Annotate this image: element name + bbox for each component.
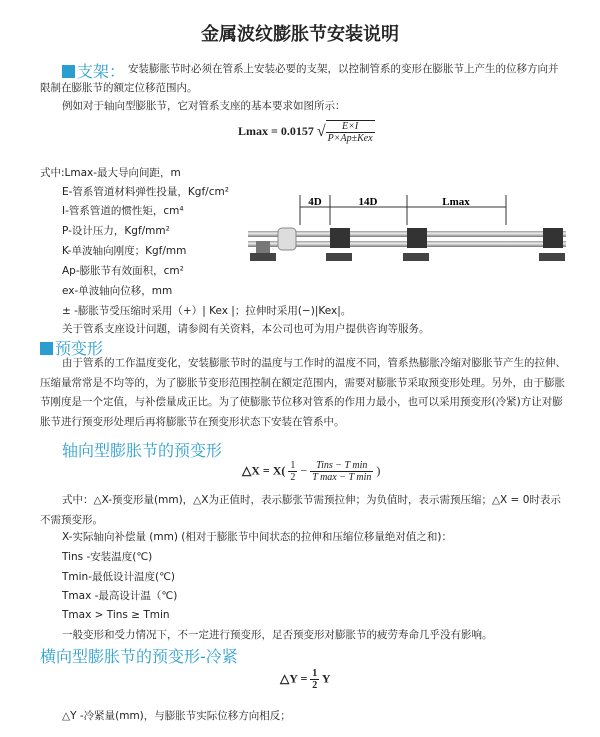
bellows [278, 228, 296, 250]
square-bullet-icon [62, 65, 75, 78]
def-line: I-管系管道的惯性矩，cm⁴ [62, 205, 184, 217]
section-heading-lateral: 横向型膨胀节的预变形-冷紧 [40, 647, 238, 666]
def-line: ± -膨胀节受压缩时采用（+）| Kex |；拉伸时采用(−)|Kex|。 [62, 305, 352, 317]
dim-label: Lmax [442, 196, 470, 208]
denominator: 2 [290, 472, 296, 483]
formula-lhs: △X = X( [242, 463, 286, 478]
numerator: 1 [290, 460, 296, 471]
def-line: Tmax > Tins ≥ Tmin [62, 609, 170, 621]
denominator: T max − T min [312, 472, 372, 483]
dim-label: 14D [358, 196, 378, 208]
formula-rhs: Y [321, 671, 331, 686]
anchor-base [250, 253, 276, 261]
anchor [256, 241, 270, 253]
def-line: Ap-膨胀节有效面积，cm² [62, 265, 184, 277]
lateral-def: △Y -冷紧量(mm)，与膨胀节实际位移方向相反； [62, 710, 291, 722]
def-line: K-单波轴向刚度；Kgf/mm [62, 245, 187, 257]
def-line: 关于管系支座设计问题，请参阅有关资料，本公司也可为用户提供咨询等服务。 [62, 323, 430, 335]
minus-sign: − [300, 463, 308, 478]
def-line: E-管系管道材料弹性投量，Kgf/cm² [62, 186, 229, 198]
def-line: 一般变形和受力情况下，不一定进行预变形，足否预变形对膨胀节的疲劳寿命几乎没有影响。 [62, 629, 493, 641]
lateral-formula [280, 668, 331, 691]
formula-lhs: Lmax = 0.0157 [238, 123, 314, 138]
def-line: 式中:Lmax-最大导向间距，m [40, 167, 181, 179]
axial-paragraph: 式中：△X-预变形量(mm)，△X为正值时，表示膨张节需预拉伸；为负值时，表示需预压缩；△X = 0时表示不需预变形。 [40, 494, 561, 526]
axial-formula [242, 460, 380, 483]
section-heading-axial: 轴向型膨胀节的预变形 [62, 441, 223, 460]
numerator: E×I [326, 121, 375, 133]
half-fraction [310, 668, 319, 691]
numerator: 1 [312, 668, 318, 679]
predeform-paragraph: 由于管系的工作温度变化，安装膨胀节时的温度与工作时的温度不同，管系热膨胀冷缩对膨胀节产生的拉伸、压缩量常常是不均等的，为了膨胀节变形范围控制在额定范围内，需要对膨胀节采取预变形处理。另外，由于膨胀节刚度是一个定值，与补偿量成正比。为了使膨胀节位移对管系的作用力最小，也可以采用预变形(冷紧)方让对膨胀节进行预变形处理后再将膨胀节在预变形状态下安装在管系中。 [40, 357, 566, 428]
support-intro: 安装膨胀节时必须在管系上安装必要的支架，以控制管系的变形在膨胀节上产生的位移方向并 [128, 63, 559, 75]
denominator: 2 [312, 680, 318, 691]
half-fraction [288, 460, 297, 483]
support-intro-2: 限制在膨胀节的额定位移范围内。 [40, 82, 198, 94]
heading-text: 预变形 [55, 339, 104, 358]
page-title: 金属波纹膨胀节安装说明 [201, 24, 399, 45]
dim-label: 4D [308, 196, 322, 208]
def-line: ex-单波轴向位移，mm [62, 285, 173, 297]
denominator: P×Ap±Kex [327, 133, 373, 144]
section-heading-support [62, 59, 125, 82]
temp-fraction [310, 460, 373, 483]
def-line: P-设计压力，Kgf/mm² [62, 225, 170, 237]
def-line: Tmax -最高设计温（℃) [62, 590, 178, 602]
def-line: Tins -安装温度(℃) [62, 551, 153, 563]
support-example: 例如对于轴向型膨胀节，它对管系支座的基本要求如图所示： [62, 100, 346, 112]
numerator: Tins − T min [310, 460, 373, 472]
support-spacing-diagram [248, 195, 568, 280]
heading-text: 支架： [77, 62, 126, 81]
def-line: Tmin-最低设计温度(℃) [62, 571, 175, 583]
formula-rhs: ) [376, 463, 381, 478]
formula-fraction [326, 120, 375, 144]
def-line: X-实际轴向补偿量 (mm) (相对于膨胀节中间状态的拉伸和压缩位移量绝对值之和)： [62, 531, 452, 543]
formula-lhs: △Y = [280, 671, 308, 686]
lmax-formula: Lmax = 0.0157 √ $\frac{E\times I}{\text{P×Ap±Kex}}$ [238, 121, 373, 144]
